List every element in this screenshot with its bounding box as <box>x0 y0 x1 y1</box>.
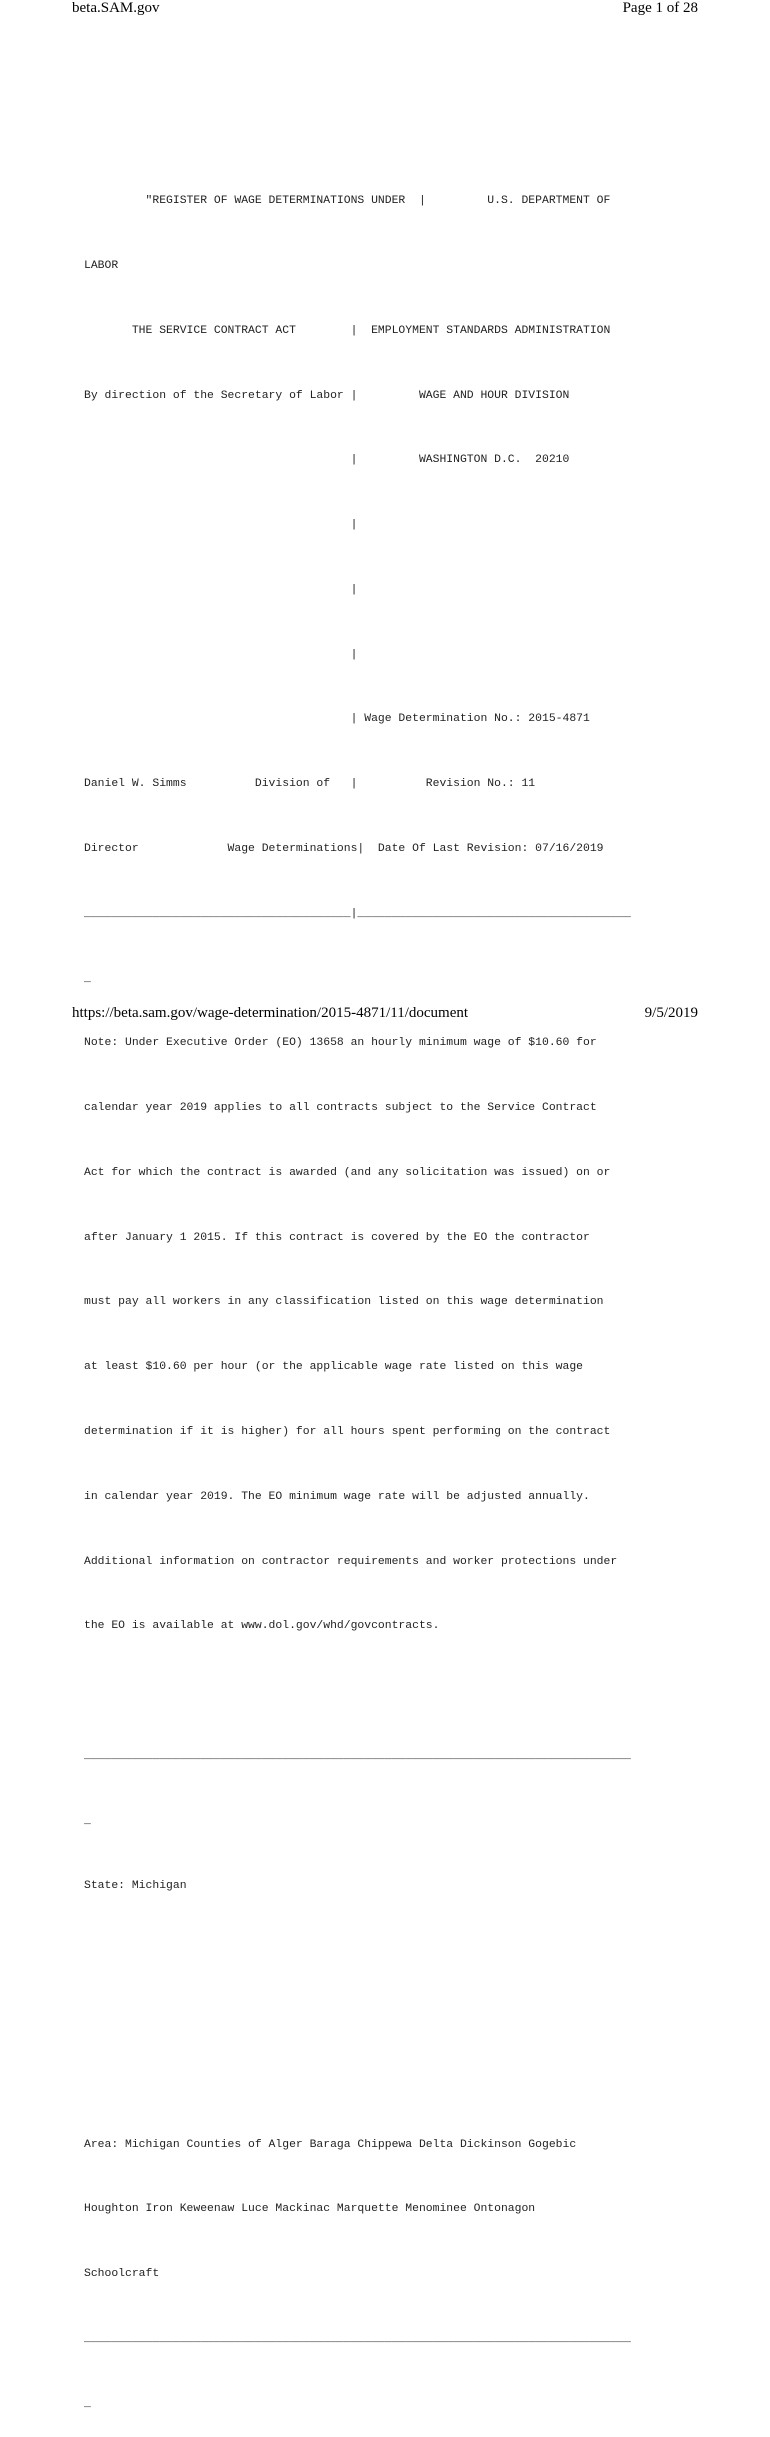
document-line: the EO is available at www.dol.gov/whd/govcontracts. <box>84 1620 440 1633</box>
document-line: Director Wage Determinations| Date Of Last Revision: 07/16/2019 <box>84 843 604 855</box>
document-line: ________________________________________________________________________________ <box>84 1749 631 1762</box>
browser-header-site: beta.SAM.gov <box>72 0 160 16</box>
document-line: _ <box>84 1814 91 1827</box>
footer-date: 9/5/2019 <box>644 1005 698 1021</box>
document-line: Schoolcraft <box>84 2268 160 2281</box>
document-line: in calendar year 2019. The EO minimum wage rate will be adjusted annually. <box>84 1490 590 1503</box>
document-line <box>84 2005 724 2027</box>
document-line: Note: Under Executive Order (EO) 13658 an hourly minimum wage of $10.60 for <box>84 1037 597 1050</box>
document-line: Act for which the contract is awarded (and any solicitation was issued) on or <box>84 1166 611 1179</box>
document-line: State: Michigan <box>84 1879 187 1892</box>
document-line: "REGISTER OF WAGE DETERMINATIONS UNDER | U.S. DEPARTMENT OF <box>84 195 611 208</box>
document-line: THE SERVICE CONTRACT ACT | EMPLOYMENT STANDARDS ADMINISTRATION <box>84 324 611 337</box>
footer-url: https://beta.sam.gov/wage-determination/2015-4871/11/document <box>72 1005 469 1021</box>
document-line: must pay all workers in any classification listed on this wage determination <box>84 1296 604 1309</box>
document-line: _ <box>84 972 91 985</box>
document-line: Additional information on contractor requirements and worker protections under <box>84 1555 618 1568</box>
document-line: Daniel W. Simms Division of | Revision No.: 11 <box>84 778 536 791</box>
document-line: LABOR <box>84 259 119 272</box>
document-line: | <box>84 519 358 532</box>
document-line: | <box>84 648 358 661</box>
document-line: calendar year 2019 applies to all contracts subject to the Service Contract <box>84 1102 597 1115</box>
wage-determination-document <box>84 148 724 2437</box>
document-line: By direction of the Secretary of Labor | WAGE AND HOUR DIVISION <box>84 389 570 402</box>
document-line: after January 1 2015. If this contract is covered by the EO the contractor <box>84 1231 590 1244</box>
document-line: determination if it is higher) for all hours spent performing on the contract <box>84 1426 611 1439</box>
document-line: | Wage Determination No.: 2015-4871 <box>84 713 590 726</box>
document-line: ________________________________________________________________________________ <box>84 2332 631 2345</box>
document-line: _______________________________________|________________________________________ <box>84 907 631 920</box>
page-number: Page 1 of 28 <box>622 0 698 16</box>
document-line <box>84 1681 724 1703</box>
document-line: | <box>84 583 358 596</box>
document-line <box>84 2070 724 2092</box>
document-line: _ <box>84 2397 91 2410</box>
document-line: Houghton Iron Keweenaw Luce Mackinac Marquette Menominee Ontonagon <box>84 2203 536 2216</box>
document-line: Area: Michigan Counties of Alger Baraga Chippewa Delta Dickinson Gogebic <box>84 2138 577 2151</box>
document-line <box>84 1940 724 1962</box>
document-line: at least $10.60 per hour (or the applicable wage rate listed on this wage <box>84 1361 583 1374</box>
document-line: | WASHINGTON D.C. 20210 <box>84 454 570 467</box>
